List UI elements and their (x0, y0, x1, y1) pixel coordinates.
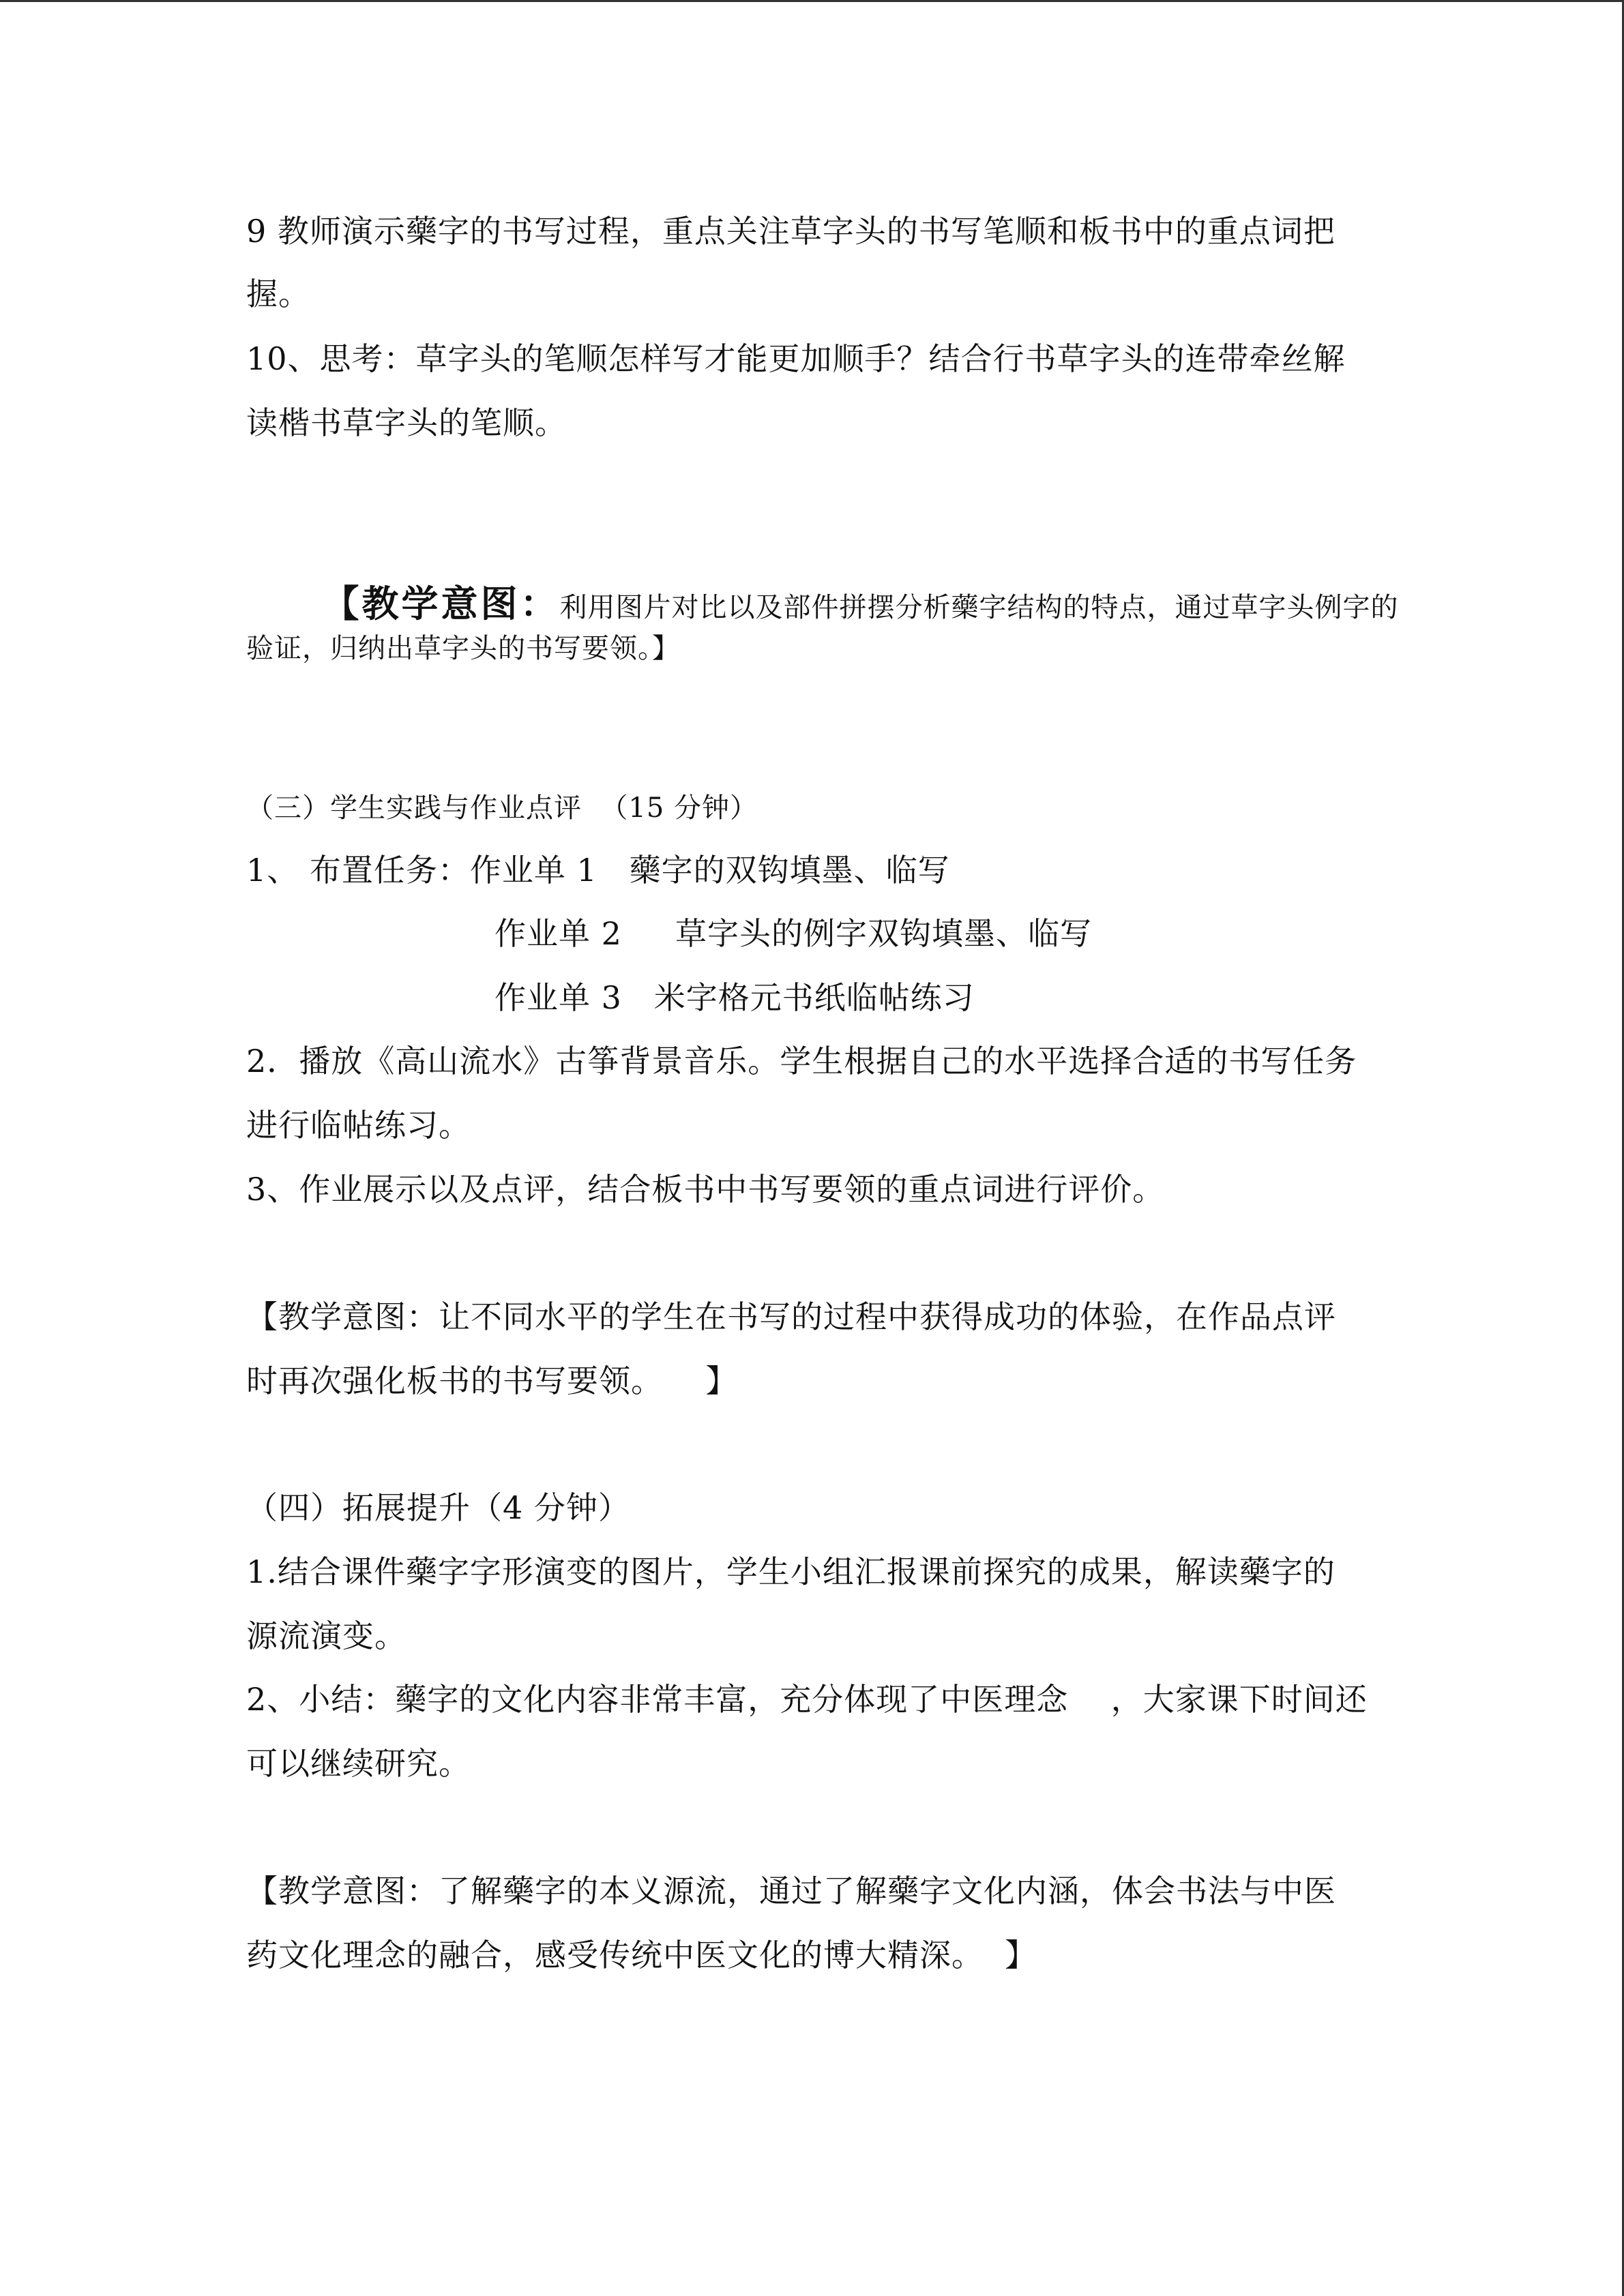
task-assignment: 1、 布置任务：作业单 1 藥字的双钩填墨、临写 (246, 852, 950, 889)
worksheet-3: 作业单 3 米字格元书纸临帖练习 (494, 979, 975, 1016)
step-2-line-1: 2．播放《高山流水》古筝背景音乐。学生根据自己的水平选择合适的书写任务 (246, 1043, 1357, 1079)
teaching-intent-heading: 【教学意图： (322, 582, 560, 625)
summary-line-1: 2、小结：藥字的文化内容非常丰富，充分体现了中医理念 ，大家课下时间还 (246, 1681, 1368, 1718)
teaching-intent-2-line-1: 【教学意图：让不同水平的学生在书写的过程中获得成功的体验，在作品点评 (246, 1298, 1336, 1335)
teaching-intent-1-line-2: 验证，归纳出草字头的书写要领。】 (246, 633, 680, 664)
teaching-intent-3-line-1: 【教学意图：了解藥字的本义源流，通过了解藥字文化内涵，体会书法与中医 (246, 1873, 1336, 1909)
summary-line-2: 可以继续研究。 (246, 1745, 471, 1782)
extension-1-line-2: 源流演变。 (246, 1617, 407, 1654)
teaching-intent-1-text: 利用图片对比以及部件拼摆分析藥字结构的特点，通过草字头例字的 (559, 592, 1399, 623)
paragraph-9-line-2: 握。 (246, 275, 310, 312)
step-2-line-2: 进行临帖练习。 (246, 1107, 471, 1144)
worksheet-2: 作业单 2 草字头的例字双钩填墨、临写 (494, 915, 1092, 952)
paragraph-10-line-1: 10、思考：草字头的笔顺怎样写才能更加顺手？结合行书草字头的连带牵丝解 (246, 340, 1346, 377)
extension-1-line-1: 1.结合课件藥字字形演变的图片，学生小组汇报课前探究的成果，解读藥字的 (246, 1553, 1335, 1590)
step-3: 3、作业展示以及点评，结合板书中书写要领的重点词进行评价。 (246, 1171, 1165, 1208)
paragraph-9-line-1: 9 教师演示藥字的书写过程，重点关注草字头的书写笔顺和板书中的重点词把 (246, 213, 1335, 250)
teaching-intent-2-line-2: 时再次强化板书的书写要领。 】 (246, 1362, 738, 1399)
teaching-intent-3-line-2: 药文化理念的融合，感受传统中医文化的博大精深。 】 (246, 1937, 1037, 1973)
section-4-heading: （四）拓展提升（4 分钟） (246, 1489, 630, 1526)
paragraph-10-line-2: 读楷书草字头的笔顺。 (246, 404, 567, 441)
section-3-heading: （三）学生实践与作业点评 （15 分钟） (246, 792, 758, 824)
